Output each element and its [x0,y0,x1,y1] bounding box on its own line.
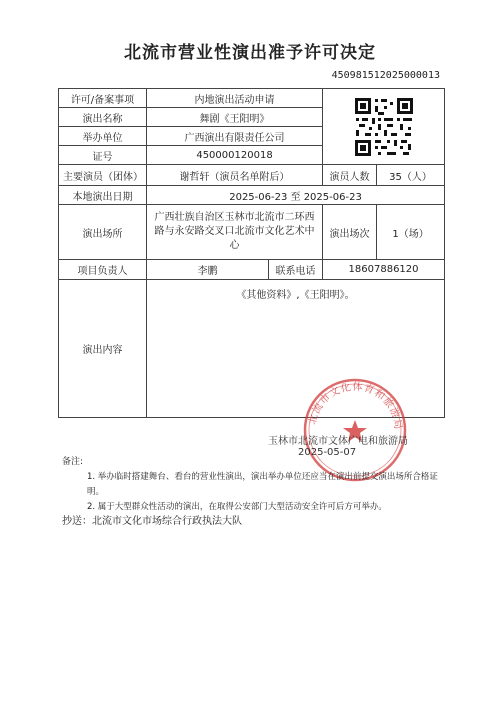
content-value: 《其他资料》,《王阳明》。 [147,280,445,418]
phone-label: 联系电话 [269,260,323,280]
date-value: 2025-06-23 至 2025-06-23 [147,186,445,205]
phone-value: 18607886120 [323,260,445,280]
document-title: 北流市营业性演出准予许可决定 [124,43,376,63]
notes-section [62,455,442,515]
table-row [59,89,445,108]
notes-heading: 备注: [62,457,84,467]
cert-label: 证号 [59,146,147,165]
svg-text:北流市文化体育和旅游局: 北流市文化体育和旅游局 [307,381,404,431]
table-row [59,205,445,260]
venue-label: 演出场所 [59,205,147,260]
table-row [59,260,445,280]
manager-label: 项目负责人 [59,260,147,280]
table-row [59,186,445,205]
note-item: 1. 举办临时搭建舞台、看台的营业性演出，演出举办单位还应当在演出前提交演出场所合格证明。 [87,472,438,497]
license-type-value: 内地演出活动申请 [147,89,323,108]
issue-date: 2025-05-07 [298,447,357,458]
table-row [59,165,445,186]
qr-code-cell [323,89,445,165]
document-number: 450981512025000013 [331,70,440,81]
performers-label: 主要演员（团体） [59,165,147,186]
issuer-name: 玉林市北流市文体广电和旅游局 [268,436,408,447]
performer-count-value: 35（人） [377,165,445,186]
note-item: 2. 属于大型群众性活动的演出，在取得公安部门大型活动安全许可后方可举办。 [87,502,387,512]
content-label: 演出内容 [59,280,147,418]
date-label: 本地演出日期 [59,186,147,205]
organizer-value: 广西演出有限责任公司 [147,127,323,146]
organizer-label: 举办单位 [59,127,147,146]
show-name-value: 舞剧《王阳明》 [147,108,323,127]
license-type-label: 许可/备案事项 [59,89,147,108]
performers-value: 谢哲轩（演员名单附后） [147,165,323,186]
manager-value: 李鹏 [147,260,269,280]
performer-count-label: 演员人数 [323,165,377,186]
qr-code-icon [353,96,415,158]
sessions-value: 1（场） [377,205,445,260]
cc-line: 抄送：北流市文化市场综合行政执法大队 [62,516,242,527]
license-table [58,88,445,418]
cert-value: 450000120018 [147,146,323,165]
venue-value: 广西壮族自治区玉林市北流市二环西路与永安路交叉口北流市文化艺术中心 [147,205,323,260]
sessions-label: 演出场次 [323,205,377,260]
show-name-label: 演出名称 [59,108,147,127]
